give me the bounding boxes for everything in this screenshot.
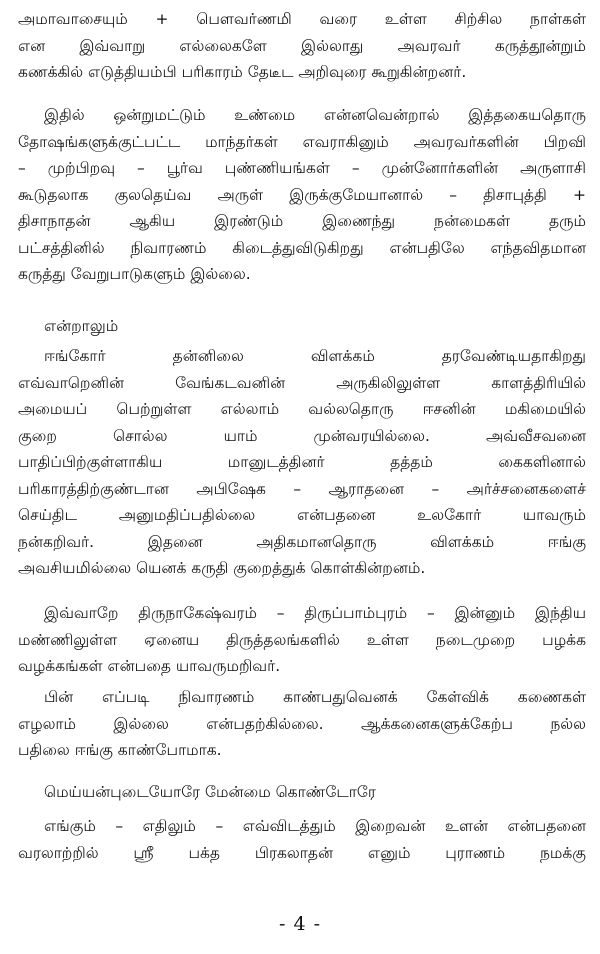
text-line: இவ்வாறே திருநாகேஷ்வரம் – திருப்பாம்புரம் – இன்னும் இந்திய [44,604,586,622]
paragraph-4 [18,343,586,582]
text-line: வழக்கங்கள் என்பதை யாவருமறிவர். [18,657,281,675]
text-line: – முற்பிறவு – பூர்வ புண்ணியங்கள் – முன்னோர்களின் அருளாசி [18,159,586,177]
text-line: வரலாற்றில் ஸ்ரீ பக்த பிரகலாதன் எனும் புராணம் நமக்கு [18,843,586,862]
paragraph-2 [18,102,586,288]
paragraph-1 [18,6,586,86]
text-line: எழலாம் இல்லை என்பதற்கில்லை. ஆக்கனைகளுக்கேற்ப நல்ல [18,714,586,733]
text-line: மெய்யன்புடையோரே மேன்மை கொண்டோரே [44,783,376,801]
text-line: குறை சொல்ல யாம் முன்வரயில்லை. அவ்வீசவனை [18,426,586,445]
text-line: நன்கறிவர். இதனை அதிகமானதொரு விளக்கம் ஈங்கு [18,532,586,551]
text-line: பதிலை ஈங்கு காண்போமாக. [18,741,222,759]
text-line: கூடுதலாக குலதெய்வ அருள் இருக்குமேயானால் – திசாபுத்தி + [18,185,586,204]
text-line: இதில் ஒன்றுமட்டும் உண்மை என்னவென்றால் இத்தகையதொரு [44,106,586,124]
text-line: என இவ்வாறு எல்லைகளே இல்லாது அவரவர் கருத்தூன்றும் [18,36,586,55]
text-line: அமையப் பெற்றுள்ள எல்லாம் வல்லதொரு ஈசனின் மகிமையில் [18,400,586,418]
text-line: பட்சத்தினில் நிவாரணம் கிடைத்துவிடுகிறது என்பதிலே எந்தவிதமான [18,238,586,257]
paragraph-8 [18,813,586,866]
paragraph-3 [18,313,586,340]
text-line: செய்திட அனுமதிப்பதில்லை என்பதனை உலகோர் யாவரும் [18,506,586,524]
text-line: மண்ணிலுள்ள ஏனைய திருத்தலங்களில் உள்ள நடைமுறை பழக்க [18,630,586,649]
paragraph-5 [18,600,586,680]
text-line: அவசியமில்லை யெனக் கருதி குறைத்துக் கொள்கின்றனம். [18,559,426,577]
text-line: அமாவாசையும் + பௌவர்ணமி வரை உள்ள சிற்சில நாள்கள் [18,10,586,28]
text-line: பின் எப்படி நிவாரணம் காண்பதுவெனக் கேள்விக் கணைகள் [44,688,586,706]
text-line: எங்கும் – எதிலும் – எவ்விடத்தும் இறைவன் உளன் என்பதனை [44,817,586,835]
text-line: பாதிப்பிற்குள்ளாகிய மானுடத்தினர் தத்தம் கைகளினால் [18,453,586,471]
text-line: கணக்கில் எடுத்தியம்பி பரிகாரம் தேடீட அறிவுரை கூறுகின்றனர். [18,63,467,81]
text-line: திசாநாதன் ஆகிய இரண்டும் இணைந்து நன்மைகள் தரும் [18,212,586,230]
text-line: எவ்வாறெனின் வேங்கடவனின் அருகிலிலுள்ள காளத்திரியில் [18,373,586,392]
paragraph-7 [18,779,586,806]
text-line: தோஷங்களுக்குட்பட்ட மாந்தர்கள் எவராகினும் அவரவர்களின் பிறவி [18,132,586,151]
text-line: என்றாலும் [44,317,119,335]
text-line: பரிகாரத்திற்குண்டான அபிஷேக – ஆராதனை – அர்ச்சனைகளைச் [18,479,586,498]
text-line: ஈங்கோர் தன்னிலை விளக்கம் தரவேண்டியதாகிறது [44,347,586,365]
paragraph-6 [18,684,586,764]
page-number: - 4 - [278,913,321,935]
text-line: கருத்து வேறுபாடுகளும் இல்லை. [18,265,251,283]
